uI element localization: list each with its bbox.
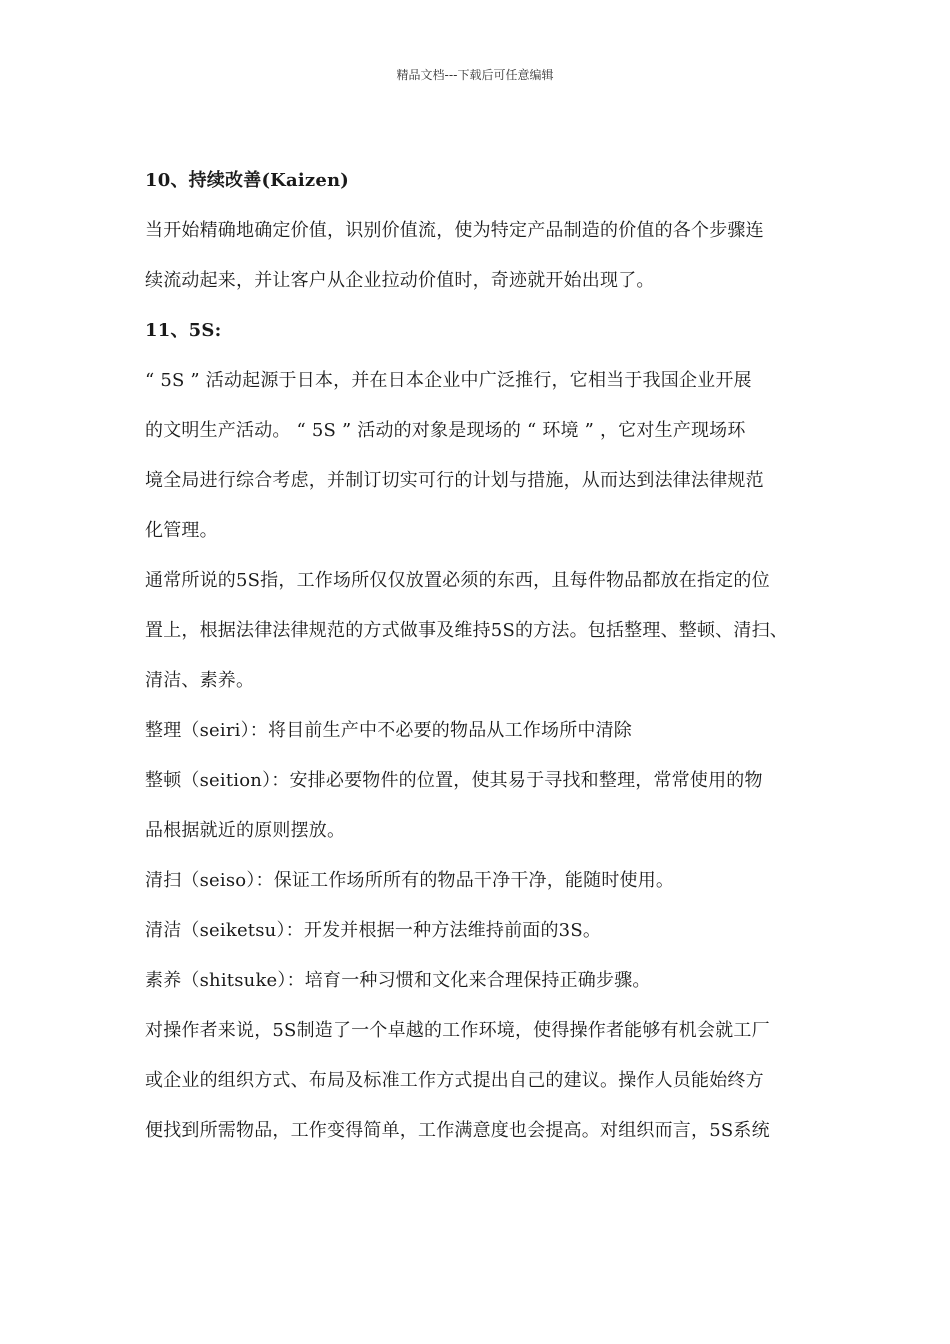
paragraph-line: 当开始精确地确定价值，识别价值流，使为特定产品制造的价值的各个步骤连 [145, 220, 764, 241]
section-heading-5s: 11、5S: [145, 320, 222, 341]
paragraph-line: 对操作者来说，5S制造了一个卓越的工作环境，使得操作者能够有机会就工厂 [145, 1020, 770, 1041]
definition-seiketsu: 清洁（seiketsu）：开发并根据一种方法维持前面的3S。 [145, 920, 602, 941]
paragraph-line: 或企业的组织方式、布局及标准工作方式提出自己的建议。操作人员能始终方 [145, 1070, 764, 1091]
paragraph-line: 置上，根据法律法律规范的方式做事及维持5S的方法。包括整理、整顿、清扫、 [145, 620, 788, 641]
definition-shitsuke: 素养（shitsuke）：培育一种习惯和文化来合理保持正确步骤。 [145, 970, 651, 991]
definition-seiso: 清扫（seiso）：保证工作场所所有的物品干净干净，能随时使用。 [145, 870, 675, 891]
section-heading-kaizen: 10、持续改善(Kaizen) [145, 170, 349, 191]
paragraph-line: 化管理。 [145, 520, 218, 541]
document-body [145, 156, 825, 1156]
paragraph-line: 续流动起来，并让客户从企业拉动价值时，奇迹就开始出现了。 [145, 270, 655, 291]
definition-seiri: 整理（seiri）：将目前生产中不必要的物品从工作场所中清除 [145, 720, 633, 741]
page-header: 精品文档---下载后可任意编辑 [396, 68, 554, 82]
paragraph-line: 境全局进行综合考虑，并制订切实可行的计划与措施，从而达到法律法律规范 [145, 470, 764, 491]
paragraph-line: 清洁、素养。 [145, 670, 255, 691]
paragraph-line: 便找到所需物品，工作变得简单，工作满意度也会提高。对组织而言，5S系统 [145, 1120, 770, 1141]
paragraph-line: “ 5S ” 活动起源于日本，并在日本企业中广泛推行，它相当于我国企业开展 [145, 370, 752, 391]
paragraph-line: 的文明生产活动。 “ 5S ” 活动的对象是现场的 “ 环境 ” ，它对生产现场环 [145, 420, 746, 441]
paragraph-line: 品根据就近的原则摆放。 [145, 820, 346, 841]
definition-seition: 整顿（seition）：安排必要物件的位置，使其易于寻找和整理，常常使用的物 [145, 770, 763, 791]
paragraph-line: 通常所说的5S指，工作场所仅仅放置必须的东西，且每件物品都放在指定的位 [145, 570, 770, 591]
